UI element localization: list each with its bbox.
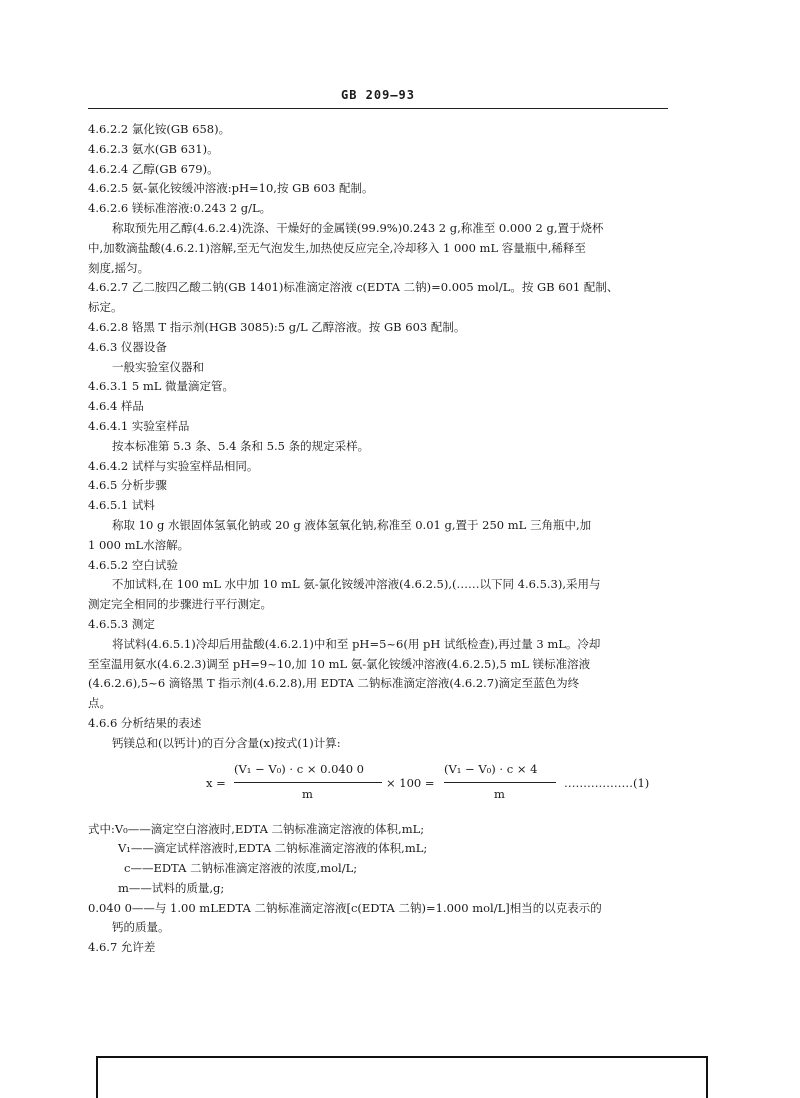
text-line: 4.6.4 样品 <box>88 399 144 414</box>
text-line: 4.6.5.2 空白试验 <box>88 557 178 572</box>
text-line: 4.6.3 仪器设备 <box>88 339 167 354</box>
page-header: GB 209—93 <box>340 88 416 102</box>
equation-number: ………………(1) <box>564 775 650 790</box>
fraction-bar-1 <box>234 782 382 783</box>
text-line: 4.6.4.1 实验室样品 <box>88 418 190 433</box>
header-rule <box>88 108 668 109</box>
variable-definitions <box>88 820 668 959</box>
formula-numerator-1: (V₁ − V₀) · c × 0.040 0 <box>234 761 364 776</box>
text-line: 4.6.5 分析步骤 <box>88 478 167 493</box>
formula-numerator-2: (V₁ − V₀) · c × 4 <box>444 761 538 776</box>
text-line: 中,加数滴盐酸(4.6.2.1)溶解,至无气泡发生,加热使反应完全,冷却移入 1 000 mL 容量瓶中,稀释至 <box>88 240 586 255</box>
text-line: 4.6.5.1 试料 <box>88 498 155 513</box>
text-lines <box>88 120 668 754</box>
text-line: 称取 10 g 水银固体氢氧化钠或 20 g 液体氢氧化钠,称准至 0.01 g,置于 250 mL 三角瓶中,加 <box>112 517 592 532</box>
text-line: 1 000 mL水溶解。 <box>88 537 190 552</box>
formula-denominator-1: m <box>302 786 313 801</box>
formula-lhs: x = <box>206 775 226 790</box>
text-line: 刻度,摇匀。 <box>88 260 150 275</box>
formula-times: × 100 = <box>386 775 435 790</box>
text-line: 4.6.2.4 乙醇(GB 679)。 <box>88 161 219 176</box>
definition-line: 4.6.7 允许差 <box>88 940 156 955</box>
text-line: 钙镁总和(以钙计)的百分含量(x)按式(1)计算: <box>112 735 341 750</box>
text-line: 不加试料,在 100 mL 水中加 10 mL 氨-氯化铵缓冲溶液(4.6.2.5),(……以下同 4.6.5.3),采用与 <box>112 577 601 592</box>
text-line: 4.6.5.3 测定 <box>88 616 155 631</box>
text-line: 4.6.2.8 铬黑 T 指示剂(HGB 3085):5 g/L 乙醇溶液。按 GB 603 配制。 <box>88 319 466 334</box>
text-line: 按本标准第 5.3 条、5.4 条和 5.5 条的规定采样。 <box>112 438 370 453</box>
text-line: 测定完全相同的步骤进行平行测定。 <box>88 597 272 612</box>
text-line: 称取预先用乙醇(4.6.2.4)洗涤、干燥好的金属镁(99.9%)0.243 2 g,称准至 0.000 2 g,置于烧杯 <box>112 220 604 235</box>
text-line: 4.6.2.3 氨水(GB 631)。 <box>88 141 219 156</box>
text-line: 一般实验室仪器和 <box>112 359 204 374</box>
definition-line: 0.040 0——与 1.00 mLEDTA 二钠标准滴定溶液[c(EDTA 二钠)=1.000 mol/L]相当的以克表示的 <box>88 900 602 915</box>
text-line: 4.6.2.5 氨-氯化铵缓冲溶液:pH=10,按 GB 603 配制。 <box>88 181 374 196</box>
definition-line: m——试料的质量,g; <box>118 880 225 895</box>
text-line: 至室温用氨水(4.6.2.3)调至 pH=9~10,加 10 mL 氨-氯化铵缓冲溶液(4.6.2.5),5 mL 镁标准溶液 <box>88 656 591 671</box>
definition-line: V₁——滴定试样溶液时,EDTA 二钠标准滴定溶液的体积,mL; <box>118 841 428 856</box>
document-body <box>88 120 668 958</box>
text-line: 4.6.6 分析结果的表述 <box>88 715 202 730</box>
definition-line: 式中:V₀——滴定空白溶液时,EDTA 二钠标准滴定溶液的体积,mL; <box>88 821 425 836</box>
fraction-bar-2 <box>444 782 556 783</box>
formula-denominator-2: m <box>494 786 505 801</box>
text-line: 4.6.4.2 试样与实验室样品相同。 <box>88 458 259 473</box>
definition-line: 钙的质量。 <box>112 920 170 935</box>
footer-frame <box>96 1056 708 1098</box>
text-line: 4.6.2.2 氯化铵(GB 658)。 <box>88 122 231 136</box>
formula-1 <box>88 756 668 814</box>
definition-line: c——EDTA 二钠标准滴定溶液的浓度,mol/L; <box>124 861 358 876</box>
text-line: 将试料(4.6.5.1)冷却后用盐酸(4.6.2.1)中和至 pH=5~6(用 pH 试纸检查),再过量 3 mL。冷却 <box>112 636 601 651</box>
text-line: 4.6.3.1 5 mL 微量滴定管。 <box>88 379 235 394</box>
text-line: 4.6.2.7 乙二胺四乙酸二钠(GB 1401)标准滴定溶液 c(EDTA 二钠)=0.005 mol/L。按 GB 601 配制、 <box>88 280 619 295</box>
text-line: (4.6.2.6),5~6 滴铬黑 T 指示剂(4.6.2.8),用 EDTA 二钠标准滴定溶液(4.6.2.7)滴定至蓝色为终 <box>88 676 580 691</box>
text-line: 点。 <box>88 696 111 711</box>
text-line: 4.6.2.6 镁标准溶液:0.243 2 g/L。 <box>88 201 272 216</box>
text-line: 标定。 <box>88 300 123 315</box>
